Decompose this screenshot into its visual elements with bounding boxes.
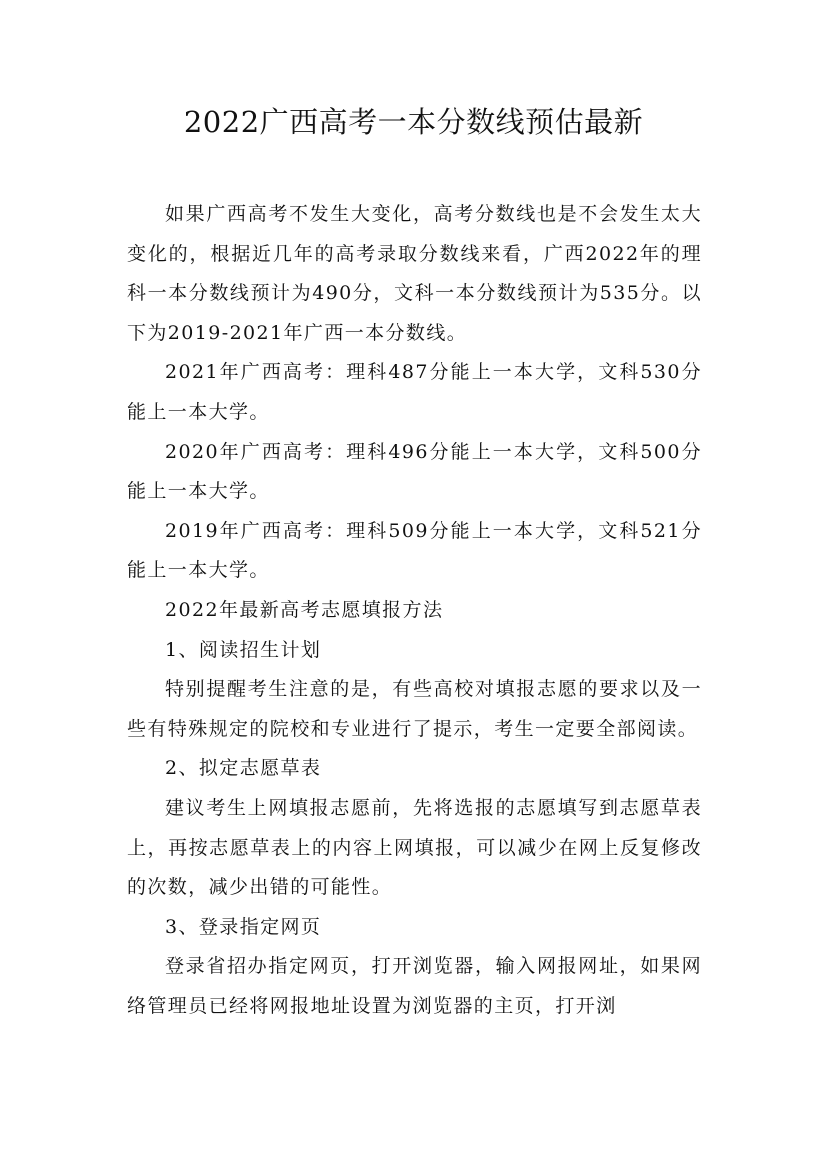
step-paragraph-3: 登录省招办指定网页，打开浏览器，输入网报网址，如果网络管理员已经将网报地址设置为浏览器的主页，打开浏	[127, 955, 702, 1017]
paragraph-2020: 2020年广西高考：理科496分能上一本大学，文科500分能上一本大学。	[127, 440, 702, 503]
document-title: 2022广西高考一本分数线预估最新	[183, 105, 644, 139]
step-paragraph-1: 特别提醒考生注意的是，有些高校对填报志愿的要求以及一些有特殊规定的院校和专业进行了提示，考生一定要全部阅读。	[127, 678, 702, 740]
step-paragraph-2: 建议考生上网填报志愿前，先将选报的志愿填写到志愿草表上，再按志愿草表上的内容上网填报，可以减少在网上反复修改的次数，减少出错的可能性。	[127, 796, 702, 899]
step-heading-3: 3、登录指定网页	[165, 915, 322, 938]
paragraph-2021: 2021年广西高考：理科487分能上一本大学，文科530分能上一本大学。	[127, 361, 702, 423]
step-heading-1: 1、阅读招生计划	[165, 638, 322, 661]
step-heading-2: 2、拟定志愿草表	[165, 757, 322, 780]
document-body	[127, 195, 702, 1026]
section-heading: 2022年最新高考志愿填报方法	[165, 598, 444, 621]
paragraph-intro: 如果广西高考不发生大变化，高考分数线也是不会发生太大变化的，根据近几年的高考录取分数线来看，广西2022年的理科一本分数线预计为490分，文科一本分数线预计为535分。以下为2019-2021年广西一本分数线。	[127, 203, 702, 344]
paragraph-2019: 2019年广西高考：理科509分能上一本大学，文科521分能上一本大学。	[127, 519, 702, 582]
